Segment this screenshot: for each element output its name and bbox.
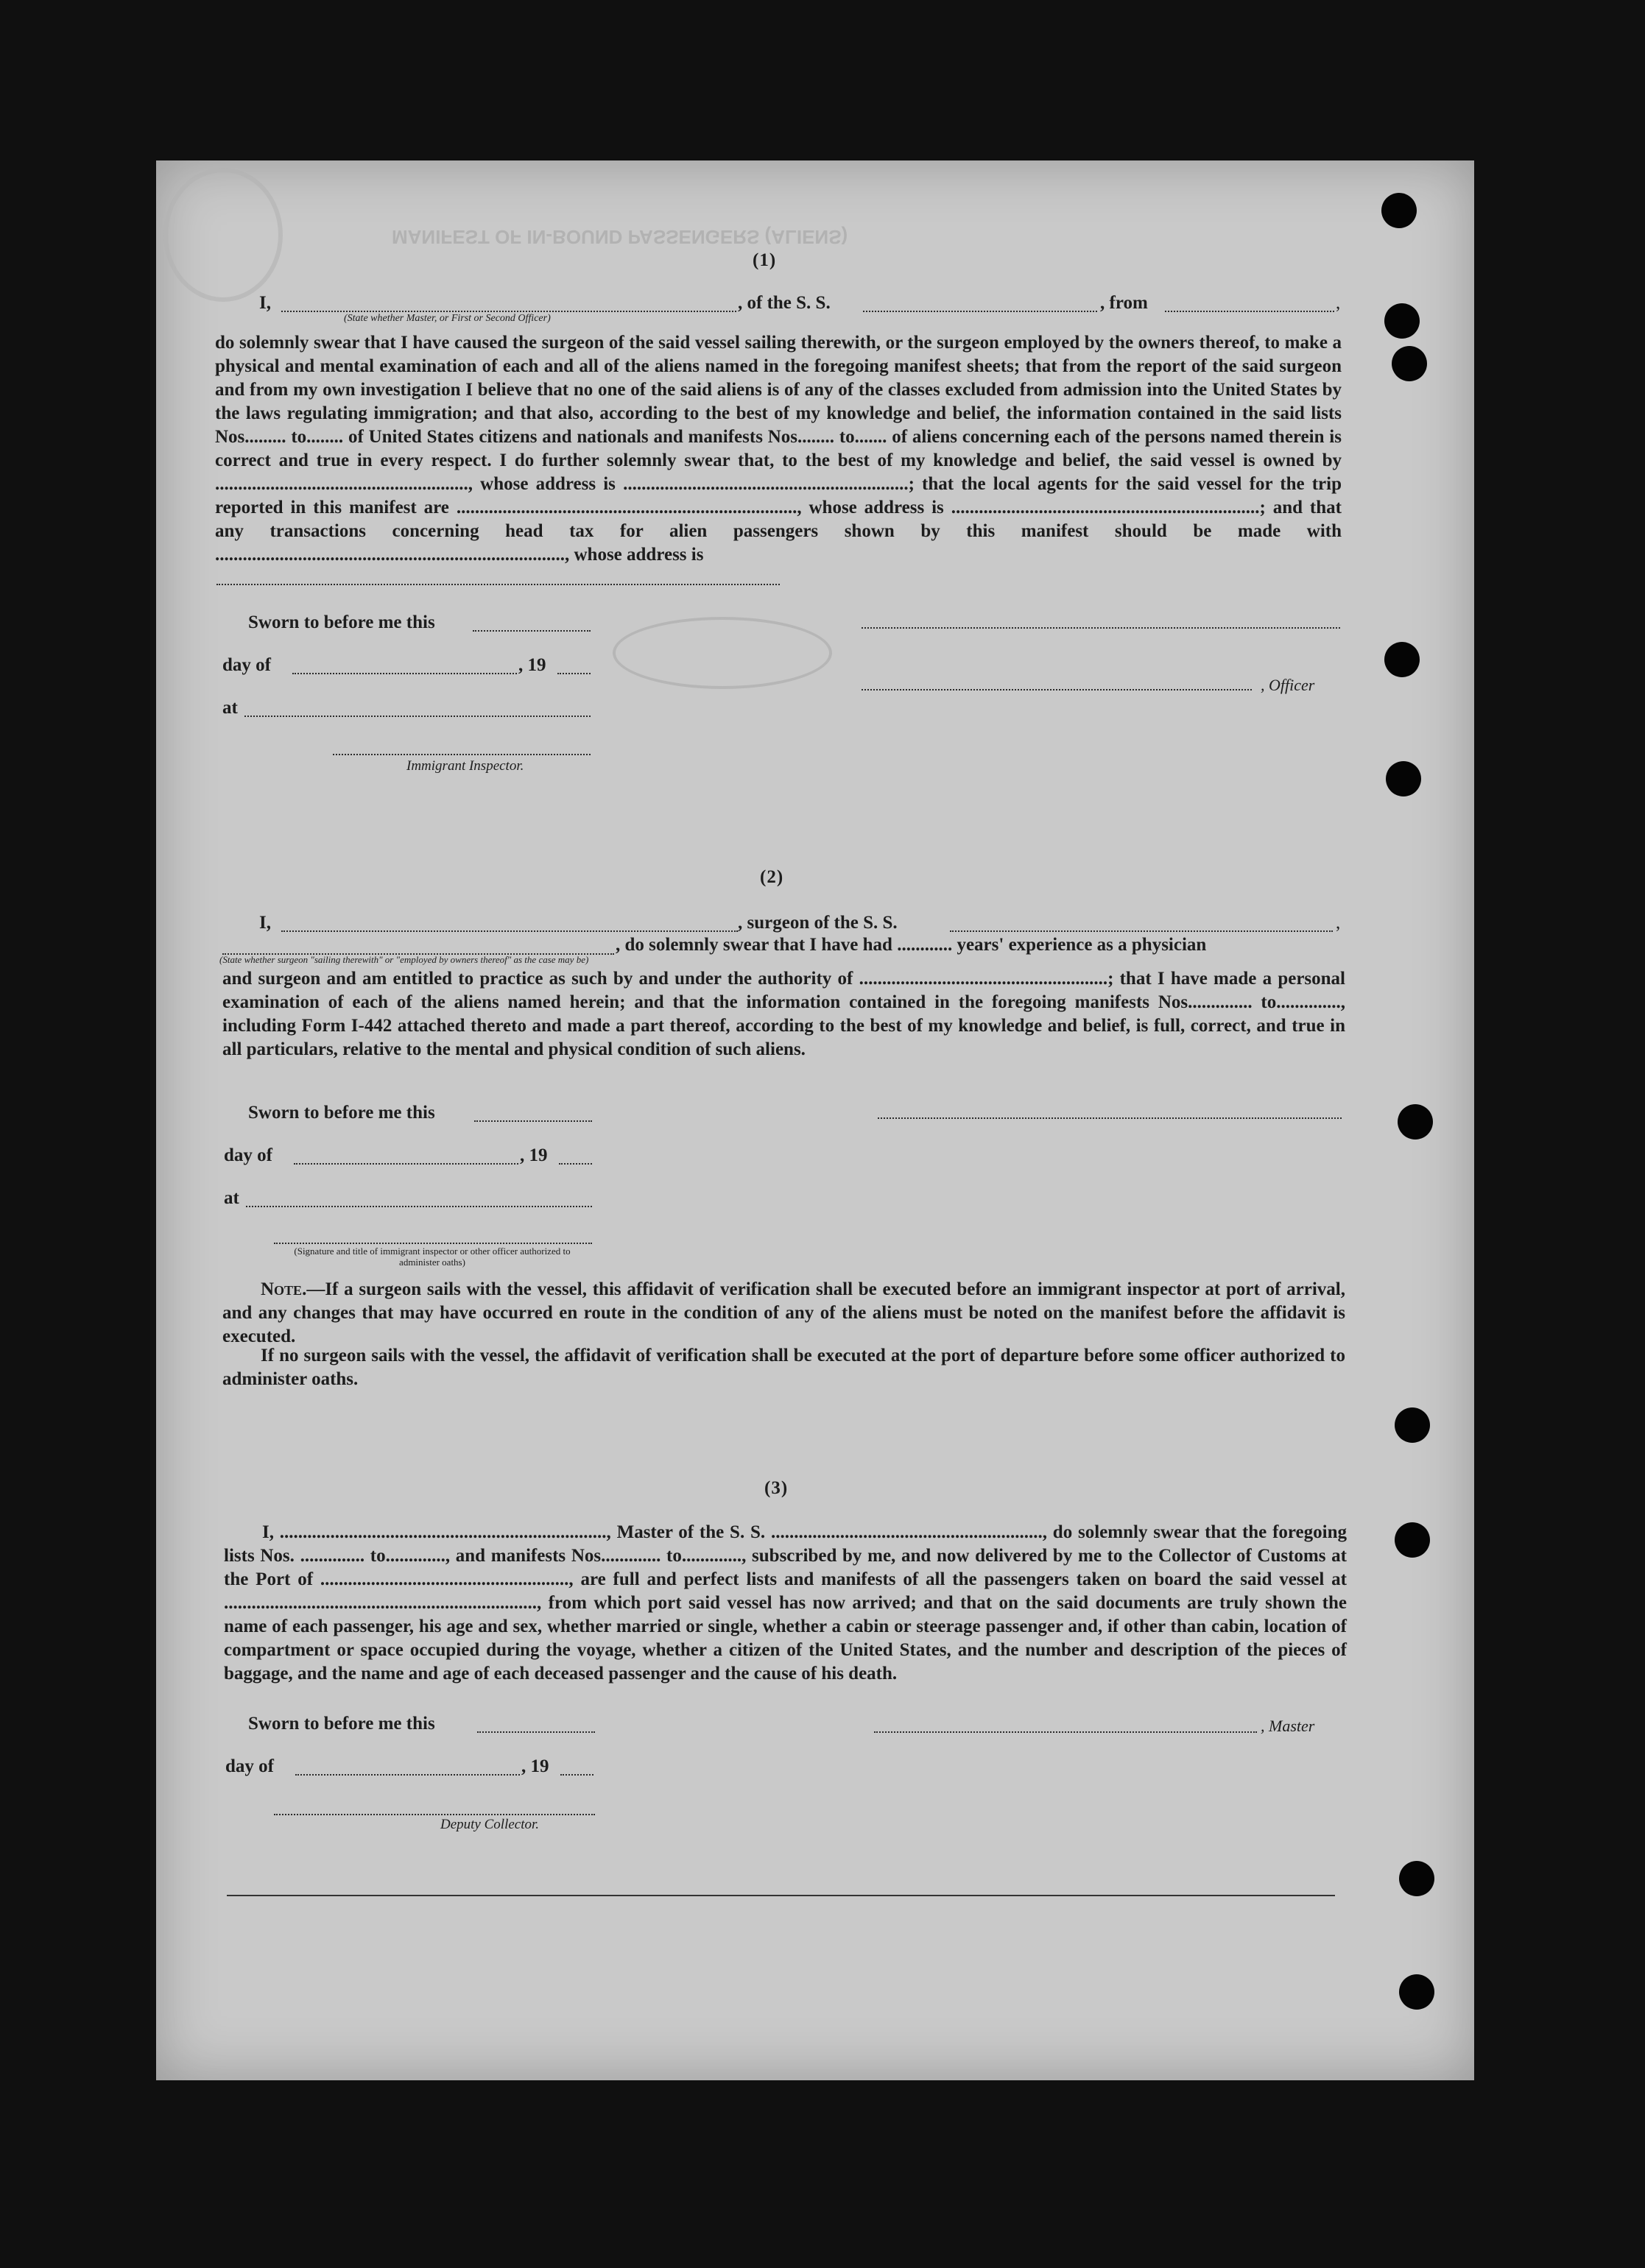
officer-note: (State whether Master, or First or Second Officer) [344, 313, 551, 324]
day-of-label-3: day of [225, 1756, 274, 1776]
punch-hole-icon [1392, 346, 1427, 381]
section-1-number: (1) [753, 250, 777, 270]
officer-sig-line-top [862, 627, 1340, 629]
sworn-label-1: Sworn to before me this [248, 612, 435, 632]
day-of-line-3 [295, 1774, 520, 1776]
punch-hole-icon [1399, 1861, 1434, 1896]
surgeon-swear-line: , do solemnly swear that I have had ............ years' experience as a physician [616, 935, 1207, 955]
manifest-page [156, 160, 1474, 2080]
at-line-2 [246, 1206, 592, 1207]
from-port-line [1165, 311, 1334, 312]
sworn-label-2: Sworn to before me this [248, 1103, 435, 1123]
day-of-label-1: day of [222, 655, 271, 675]
punch-hole-icon [1386, 761, 1421, 796]
sworn-label-3: Sworn to before me this [248, 1714, 435, 1734]
year-label-1: , 19 [518, 655, 546, 675]
punch-hole-icon [1395, 1407, 1430, 1443]
inspector-sig-line-2 [274, 1243, 592, 1244]
punch-hole-icon [1381, 193, 1417, 228]
address-line [216, 584, 780, 585]
punch-hole-icon [1395, 1522, 1430, 1558]
bleed-through-header: MANIFEST OF IN-BOUND PASSENGERS (ALIENS) [392, 226, 848, 248]
note-paragraph-2: If no surgeon sails with the vessel, the affidavit of verification shall be executed at the port of departure before some officer authorized to administer oaths. [222, 1346, 1345, 1389]
inspector-sig-note: (Signature and title of immigrant inspector or other officer authorized to administer oaths) [294, 1246, 571, 1268]
line-end-comma-2: , [1336, 913, 1341, 933]
sworn-date-line-3 [477, 1731, 595, 1733]
sworn-date-line-1 [473, 630, 591, 632]
punch-hole-icon [1384, 642, 1420, 677]
of-the-ss-label: , of the S. S. [738, 293, 831, 313]
stamp-seal-icon [163, 168, 283, 302]
day-of-label-2: day of [224, 1145, 272, 1165]
vessel-name-line [863, 311, 1097, 312]
punch-hole-icon [1399, 1974, 1434, 2010]
year-line-2 [559, 1163, 592, 1165]
year-line-1 [557, 673, 591, 674]
from-label: , from [1100, 293, 1148, 313]
bottom-rule [227, 1895, 1335, 1896]
surgeon-note: (State whether surgeon "sailing therewith" or "employed by owners thereof" as the case may be) [219, 954, 589, 965]
day-of-line-2 [294, 1163, 518, 1165]
master-signature-label: , Master [1261, 1717, 1315, 1735]
punch-hole-icon [1398, 1104, 1433, 1140]
punch-hole-icon [1384, 303, 1420, 339]
note-label: Note. [261, 1279, 307, 1299]
year-label-3: , 19 [521, 1756, 549, 1776]
surgeon-vessel-line [950, 930, 1333, 932]
section-3-number: (3) [764, 1478, 789, 1498]
section-2-body: and surgeon and am entitled to practice as such by and under the authority of ......................................................; that I have made a personal examination of each of the aliens named herein; and that the information contained in the foregoing manifests Nos.............. to.............., including Form I-442 attached thereto and made a part thereof, according to the best of my knowledge and belief, is full, correct, and true in all particulars, relative to the mental and physical condition of such aliens. [222, 969, 1345, 1059]
section-2-i: I, [259, 913, 271, 933]
inspector-sig-line [333, 754, 591, 755]
line-end-comma: , [1336, 293, 1341, 313]
collector-signature-label: Deputy Collector. [440, 1817, 540, 1832]
master-name-line [281, 311, 736, 312]
officer-signature-label: , Officer [1261, 676, 1315, 694]
section-2-number: (2) [760, 867, 784, 887]
year-label-2: , 19 [520, 1145, 548, 1165]
sworn-date-line-2 [474, 1120, 592, 1122]
day-of-line-1 [292, 673, 517, 674]
section-1-i: I, [259, 293, 271, 313]
oval-stamp-icon [613, 617, 832, 689]
at-label-1: at [222, 698, 238, 718]
section-1-body: do solemnly swear that I have caused the surgeon of the said vessel sailing therewith, or the surgeon employed by the owners thereof, to make a physical and mental examination of each and all of the aliens named in the foregoing manifest sheets; that from the report of the said surgeon and from my own investigation I believe that no one of the said aliens is of any of the classes excluded from admission into the United States by the laws regulating immigration; and that also, according to the best of my knowledge and belief, the information contained in the said lists Nos......... to........ of United States citizens and nationals and manifests Nos........ to....... of aliens concerning each of the persons named therein is correct and true in every respect. I do further solemnly swear that, to the best of my knowledge and belief, the said vessel is owned by ......................................................., whose address is ..............................................................; that the local agents for the said vessel for the trip reported in this manifest are .........................................................................., whose address is ...................................................................; and that any transactions concerning head tax for alien passengers shown by this manifest should be made with ............................................................................, whose address is [215, 333, 1342, 565]
note-paragraph-1 [222, 1278, 1345, 1349]
year-line-3 [560, 1774, 593, 1776]
surgeon-of-ss-label: , surgeon of the S. S. [738, 913, 898, 933]
surgeon-sig-line [878, 1117, 1342, 1119]
master-sig-line [874, 1731, 1257, 1733]
note-text-1: —If a surgeon sails with the vessel, this affidavit of verification shall be executed before an immigrant inspector at port of arrival, and any changes that may have occurred en route in the condition of any of the aliens must be noted on the manifest before the affidavit is executed. [222, 1279, 1345, 1346]
section-3-body: I, ......................................................................., Master of the S. S. ..........................................................., do solemnly swear that the foregoing lists Nos. .............. to............., and manifests Nos............. to............., subscribed by me, and now delivered by me to the Collector of Customs at the Port of ......................................................, are full and perfect lists and manifests of all the passengers taken on board the said vessel at ...................................................................., from which port said vessel has now arrived; and that on the said documents are truly shown the name of each passenger, his age and sex, whether married or single, whether a cabin or steerage passenger and, if other than cabin, location of compartment or space occupied during the voyage, whether a citizen of the United States, and the number and description of the pieces of baggage, and the name and age of each deceased passenger and the cause of his death. [224, 1522, 1347, 1684]
inspector-signature-label: Immigrant Inspector. [406, 758, 524, 774]
at-label-2: at [224, 1188, 239, 1208]
officer-sig-line [862, 689, 1252, 690]
surgeon-name-line [281, 930, 738, 932]
collector-sig-line [274, 1814, 595, 1815]
at-line-1 [244, 716, 591, 717]
